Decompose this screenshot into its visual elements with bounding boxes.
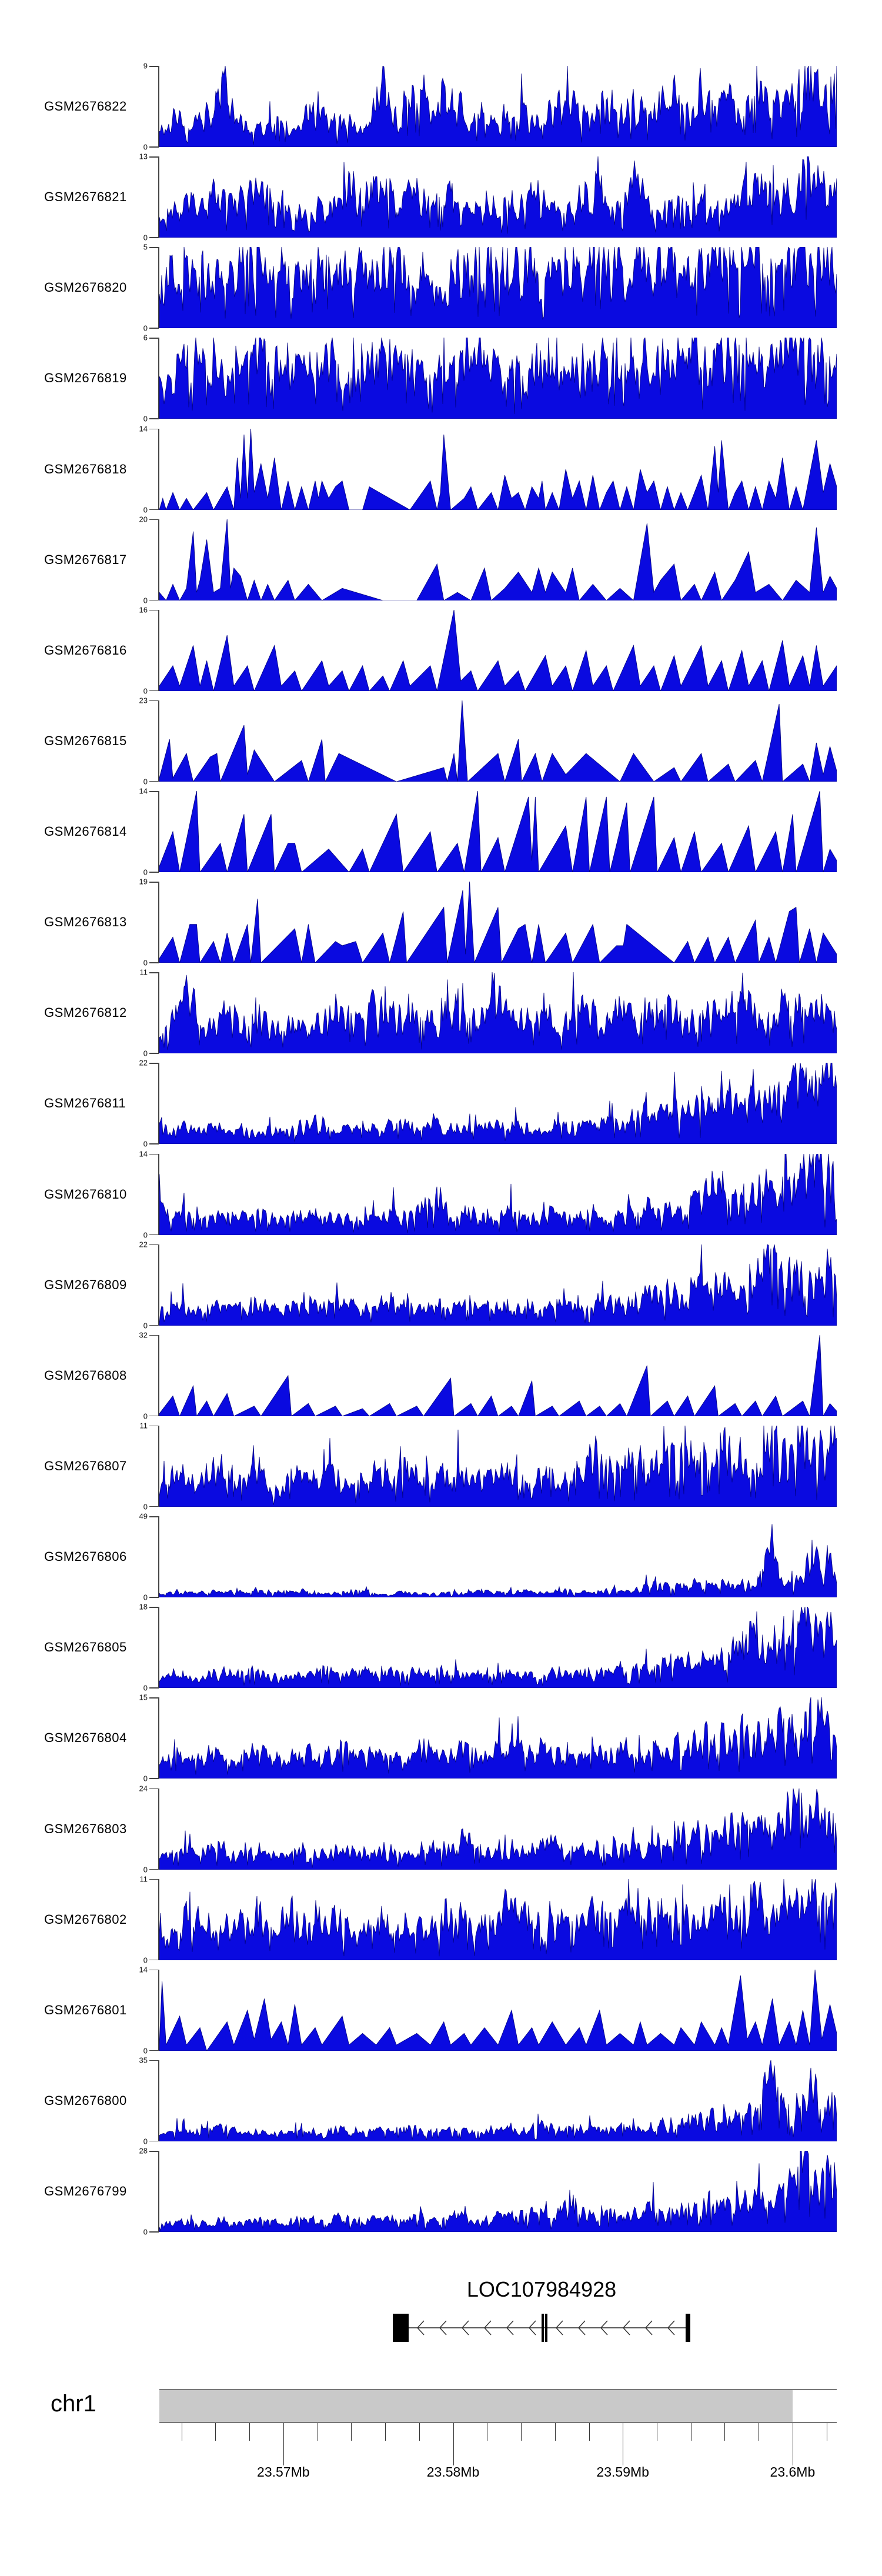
coverage-track xyxy=(0,1149,882,1240)
track-label: GSM2676820 xyxy=(44,280,127,295)
y-axis-zero-tick xyxy=(149,1053,159,1054)
y-axis-zero-tick xyxy=(149,1506,159,1507)
y-axis-max-label: 15 xyxy=(139,1693,148,1702)
ruler-minor-tick xyxy=(249,2423,250,2441)
chromosome-bar-covered-region xyxy=(159,2390,793,2422)
ruler-minor-tick xyxy=(385,2423,386,2441)
y-axis-top-tick xyxy=(149,247,159,248)
coverage-signal xyxy=(159,1879,837,1960)
y-axis-zero-tick xyxy=(149,1778,159,1779)
coverage-signal xyxy=(159,1426,837,1507)
y-axis-zero-tick xyxy=(149,1143,159,1144)
track-label: GSM2676809 xyxy=(44,1277,127,1292)
ruler-major-tick xyxy=(453,2423,454,2465)
chromosome-label: chr1 xyxy=(51,2391,96,2417)
coverage-signal xyxy=(159,700,837,782)
y-axis-zero-label: 0 xyxy=(143,414,148,423)
y-axis-zero-label: 0 xyxy=(143,777,148,786)
ruler-minor-tick xyxy=(521,2423,522,2441)
y-axis-zero-tick xyxy=(149,781,159,782)
track-label: GSM2676808 xyxy=(44,1367,127,1383)
ruler-major-tick xyxy=(283,2423,284,2465)
y-axis-top-tick xyxy=(149,2151,159,2152)
coverage-track xyxy=(0,515,882,605)
y-axis-top-tick xyxy=(149,1697,159,1699)
coverage-track xyxy=(0,1330,882,1421)
y-axis-top-tick xyxy=(149,1426,159,1427)
gene-model xyxy=(159,2309,837,2347)
y-axis-max-label: 20 xyxy=(139,515,148,524)
y-axis-max-label: 9 xyxy=(143,61,148,71)
y-axis-top-tick xyxy=(149,1154,159,1155)
y-axis-top-tick xyxy=(149,882,159,883)
track-label: GSM2676807 xyxy=(44,1458,127,1473)
gene-name-label: LOC107984928 xyxy=(466,2277,617,2301)
coverage-track xyxy=(0,1784,882,1874)
gene-exon xyxy=(686,2314,690,2342)
coverage-track xyxy=(0,1240,882,1330)
coverage-signal xyxy=(159,1154,837,1235)
track-label: GSM2676819 xyxy=(44,371,127,386)
coverage-signal xyxy=(159,1607,837,1688)
coverage-signal xyxy=(159,2151,837,2232)
coverage-signal xyxy=(159,1516,837,1597)
y-axis-zero-tick xyxy=(149,1687,159,1689)
y-axis-top-tick xyxy=(149,2060,159,2061)
y-axis-zero-tick xyxy=(149,1234,159,1236)
track-label: GSM2676801 xyxy=(44,2002,127,2017)
y-axis-zero-label: 0 xyxy=(143,958,148,967)
y-axis-max-label: 16 xyxy=(139,605,148,615)
coverage-track xyxy=(0,1965,882,2056)
y-axis-top-tick xyxy=(149,791,159,792)
ruler-major-tick-label: 23.59Mb xyxy=(596,2464,649,2480)
y-axis-zero-tick xyxy=(149,600,159,601)
coverage-signal xyxy=(159,2060,837,2141)
y-axis-max-label: 24 xyxy=(139,1784,148,1793)
chromosome-bar xyxy=(159,2389,837,2423)
y-axis-top-tick xyxy=(149,1607,159,1608)
y-axis-max-label: 32 xyxy=(139,1330,148,1340)
y-axis-top-tick xyxy=(149,1516,159,1517)
ruler-minor-tick xyxy=(589,2423,590,2441)
y-axis-zero-label: 0 xyxy=(143,1230,148,1240)
coverage-signal xyxy=(159,1335,837,1416)
gene-exon xyxy=(545,2314,547,2342)
y-axis-zero-label: 0 xyxy=(143,2227,148,2237)
coverage-track xyxy=(0,1511,882,1602)
y-axis-max-label: 6 xyxy=(143,333,148,342)
ruler-minor-tick xyxy=(555,2423,556,2441)
ruler-major-tick-label: 23.58Mb xyxy=(426,2464,480,2480)
y-axis-zero-label: 0 xyxy=(143,2137,148,2146)
coverage-signal xyxy=(159,66,837,147)
coverage-track xyxy=(0,1693,882,1783)
coverage-track xyxy=(0,696,882,786)
y-axis-zero-tick xyxy=(149,146,159,148)
y-axis-zero-tick xyxy=(149,1325,159,1326)
coverage-track xyxy=(0,967,882,1058)
y-axis-zero-label: 0 xyxy=(143,1321,148,1330)
y-axis-max-label: 13 xyxy=(139,152,148,161)
y-axis-zero-tick xyxy=(149,2231,159,2233)
y-axis-top-tick xyxy=(149,66,159,67)
y-axis-zero-tick xyxy=(149,1960,159,1961)
y-axis-top-tick xyxy=(149,1879,159,1880)
track-label: GSM2676817 xyxy=(44,552,127,567)
coverage-signal xyxy=(159,338,837,419)
track-label: GSM2676805 xyxy=(44,1640,127,1655)
y-axis-max-label: 35 xyxy=(139,2056,148,2065)
y-axis-top-tick xyxy=(149,1788,159,1790)
y-axis-zero-tick xyxy=(149,509,159,510)
coverage-track xyxy=(0,242,882,333)
track-label: GSM2676803 xyxy=(44,1821,127,1836)
y-axis-top-tick xyxy=(149,972,159,973)
y-axis-top-tick xyxy=(149,1970,159,1971)
y-axis-zero-label: 0 xyxy=(143,686,148,696)
y-axis-zero-label: 0 xyxy=(143,1774,148,1783)
coverage-track xyxy=(0,877,882,967)
coverage-track xyxy=(0,424,882,514)
y-axis-zero-tick xyxy=(149,1869,159,1870)
y-axis-zero-tick xyxy=(149,872,159,873)
coverage-track xyxy=(0,2056,882,2146)
y-axis-zero-label: 0 xyxy=(143,2046,148,2056)
coverage-signal xyxy=(159,247,837,328)
coverage-signal xyxy=(159,1697,837,1778)
y-axis-zero-tick xyxy=(149,2141,159,2142)
track-label: GSM2676814 xyxy=(44,824,127,839)
y-axis-zero-tick xyxy=(149,962,159,963)
track-label: GSM2676822 xyxy=(44,99,127,114)
coverage-track xyxy=(0,786,882,877)
coverage-track xyxy=(0,605,882,696)
coverage-track xyxy=(0,61,882,152)
track-label: GSM2676821 xyxy=(44,189,127,205)
y-axis-top-tick xyxy=(149,1244,159,1246)
coverage-track xyxy=(0,1058,882,1149)
y-axis-max-label: 14 xyxy=(139,786,148,796)
y-axis-max-label: 28 xyxy=(139,2146,148,2155)
y-axis-zero-tick xyxy=(149,328,159,329)
track-label: GSM2676804 xyxy=(44,1730,127,1746)
y-axis-max-label: 14 xyxy=(139,1965,148,1974)
y-axis-zero-tick xyxy=(149,237,159,238)
coverage-signal xyxy=(159,972,837,1053)
y-axis-max-label: 11 xyxy=(139,1421,148,1430)
coverage-signal xyxy=(159,429,837,510)
coverage-track xyxy=(0,333,882,423)
track-label: GSM2676800 xyxy=(44,2093,127,2108)
y-axis-max-label: 49 xyxy=(139,1511,148,1521)
y-axis-zero-label: 0 xyxy=(143,1502,148,1511)
track-label: GSM2676818 xyxy=(44,461,127,476)
coverage-signal xyxy=(159,1063,837,1144)
y-axis-zero-label: 0 xyxy=(143,1865,148,1874)
y-axis-top-tick xyxy=(149,610,159,611)
y-axis-max-label: 14 xyxy=(139,1149,148,1159)
track-label: GSM2676811 xyxy=(44,1096,126,1111)
y-axis-max-label: 22 xyxy=(139,1240,148,1249)
y-axis-zero-label: 0 xyxy=(143,142,148,152)
y-axis-zero-tick xyxy=(149,2050,159,2051)
coverage-track xyxy=(0,1602,882,1693)
y-axis-max-label: 18 xyxy=(139,1602,148,1611)
y-axis-zero-label: 0 xyxy=(143,323,148,333)
ruler-minor-tick xyxy=(724,2423,725,2441)
y-axis-max-label: 23 xyxy=(139,696,148,705)
gene-exon xyxy=(393,2314,409,2342)
coverage-signal xyxy=(159,1244,837,1326)
y-axis-zero-label: 0 xyxy=(143,1593,148,1602)
coverage-track xyxy=(0,152,882,242)
y-axis-top-tick xyxy=(149,1063,159,1064)
coverage-track xyxy=(0,1874,882,1965)
y-axis-max-label: 11 xyxy=(139,1874,148,1884)
y-axis-top-tick xyxy=(149,1335,159,1336)
y-axis-zero-label: 0 xyxy=(143,1683,148,1693)
track-label: GSM2676810 xyxy=(44,1186,127,1202)
y-axis-max-label: 22 xyxy=(139,1058,148,1067)
y-axis-zero-tick xyxy=(149,690,159,692)
y-axis-zero-label: 0 xyxy=(143,1956,148,1965)
track-label: GSM2676815 xyxy=(44,733,127,748)
track-label: GSM2676816 xyxy=(44,642,127,658)
coverage-track xyxy=(0,2146,882,2237)
y-axis-max-label: 19 xyxy=(139,877,148,886)
y-axis-zero-tick xyxy=(149,418,159,419)
coverage-signal xyxy=(159,1788,837,1870)
y-axis-top-tick xyxy=(149,429,159,430)
ruler-major-tick-label: 23.57Mb xyxy=(257,2464,310,2480)
y-axis-zero-tick xyxy=(149,1597,159,1598)
coverage-track xyxy=(0,1421,882,1511)
y-axis-top-tick xyxy=(149,519,159,520)
track-label: GSM2676802 xyxy=(44,1911,127,1927)
ruler-minor-tick xyxy=(351,2423,352,2441)
y-axis-max-label: 11 xyxy=(139,967,148,977)
track-label: GSM2676799 xyxy=(44,2184,127,2198)
track-label: GSM2676813 xyxy=(44,915,127,930)
y-axis-zero-label: 0 xyxy=(143,505,148,514)
coverage-signal xyxy=(159,156,837,238)
y-axis-zero-label: 0 xyxy=(143,596,148,605)
y-axis-top-tick xyxy=(149,156,159,158)
y-axis-zero-tick xyxy=(149,1416,159,1417)
y-axis-zero-label: 0 xyxy=(143,1412,148,1421)
coverage-signal xyxy=(159,882,837,963)
y-axis-max-label: 5 xyxy=(143,242,148,252)
track-label: GSM2676812 xyxy=(44,1005,127,1020)
y-axis-zero-label: 0 xyxy=(143,233,148,242)
ruler-minor-tick xyxy=(419,2423,420,2441)
coverage-signal xyxy=(159,610,837,691)
gene-exon xyxy=(542,2314,544,2342)
coverage-signal xyxy=(159,791,837,872)
y-axis-zero-label: 0 xyxy=(143,1049,148,1058)
y-axis-top-tick xyxy=(149,700,159,702)
coverage-signal xyxy=(159,519,837,600)
y-axis-top-tick xyxy=(149,338,159,339)
ruler-minor-tick xyxy=(215,2423,216,2441)
y-axis-max-label: 14 xyxy=(139,424,148,433)
track-label: GSM2676806 xyxy=(44,1549,127,1564)
ruler-major-tick-label: 23.6Mb xyxy=(770,2464,816,2480)
coverage-signal xyxy=(159,1970,837,2051)
y-axis-zero-label: 0 xyxy=(143,867,148,877)
y-axis-zero-label: 0 xyxy=(143,1139,148,1149)
